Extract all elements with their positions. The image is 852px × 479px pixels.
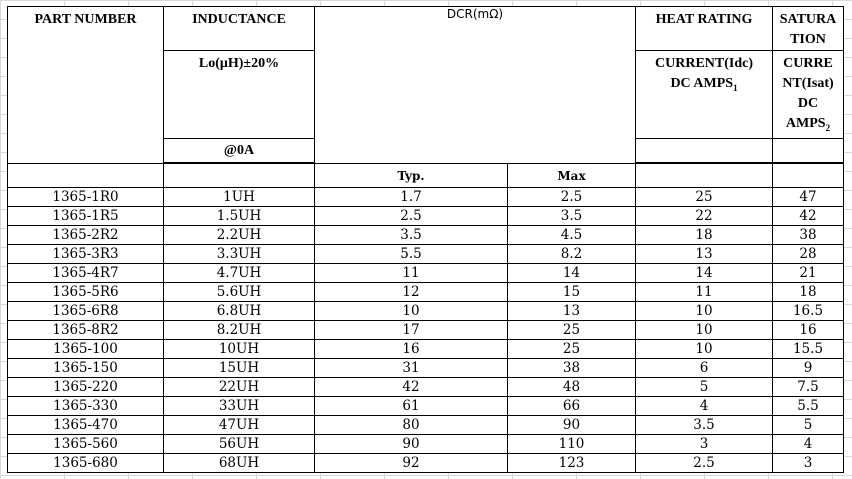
inductance-cell: 6.8UH [164, 302, 315, 321]
part-number-cell: 1365-150 [8, 359, 164, 378]
sat-current-cell: 3 [773, 454, 844, 473]
dcr-typ-cell: 3.5 [315, 226, 508, 245]
dcr-typ-cell: 10 [315, 302, 508, 321]
sat-current-cell: 15.5 [773, 340, 844, 359]
heat-current-cell: 4 [636, 397, 773, 416]
heat-current-cell: 10 [636, 321, 773, 340]
dcr-typ-cell: 16 [315, 340, 508, 359]
dcr-max-cell: 66 [508, 397, 636, 416]
header-heat-blank [636, 139, 773, 163]
part-number-cell: 1365-2R2 [8, 226, 164, 245]
dcr-max-cell: 123 [508, 454, 636, 473]
dcr-max-cell: 4.5 [508, 226, 636, 245]
table-row [8, 207, 844, 226]
dcr-max-cell: 38 [508, 359, 636, 378]
inductance-cell: 22UH [164, 378, 315, 397]
part-number-cell: 1365-3R3 [8, 245, 164, 264]
saturation-line-1: SATURA [779, 12, 837, 27]
heat-current-cell: 22 [636, 207, 773, 226]
heat-current-cell: 3 [636, 435, 773, 454]
dcr-max-cell: 25 [508, 340, 636, 359]
subheader-dcr-max: Max [508, 164, 636, 188]
part-number-cell: 1365-680 [8, 454, 164, 473]
table-row [8, 454, 844, 473]
dcr-typ-cell: 5.5 [315, 245, 508, 264]
header-part-number: PART NUMBER [8, 7, 164, 164]
dcr-typ-cell: 42 [315, 378, 508, 397]
inductance-cell: 3.3UH [164, 245, 315, 264]
dcr-max-cell: 14 [508, 264, 636, 283]
inductance-cell: 1.5UH [164, 207, 315, 226]
heat-current-cell: 25 [636, 188, 773, 207]
dcr-max-cell: 13 [508, 302, 636, 321]
sat-current-cell: 21 [773, 264, 844, 283]
part-number-cell: 1365-330 [8, 397, 164, 416]
part-number-cell: 1365-5R6 [8, 283, 164, 302]
heat-amps-label: DC $AMPS_1$ [670, 76, 738, 93]
dcr-typ-cell: 11 [315, 264, 508, 283]
table-row [8, 226, 844, 245]
sat-current-line-1: CURRE [783, 56, 833, 71]
dcr-typ-cell: 90 [315, 435, 508, 454]
heat-current-cell: 6 [636, 359, 773, 378]
sat-current-cell: 16.5 [773, 302, 844, 321]
dcr-typ-cell: 12 [315, 283, 508, 302]
part-number-cell: 1365-6R8 [8, 302, 164, 321]
header-inductance: INDUCTANCE [164, 7, 315, 51]
header-sat-blank [773, 139, 844, 163]
sat-current-cell: 42 [773, 207, 844, 226]
sat-current-line-2: NT(Isat) [782, 76, 834, 91]
sat-current-cell: 9 [773, 359, 844, 378]
dcr-max-cell: 110 [508, 435, 636, 454]
heat-current-cell: 5 [636, 378, 773, 397]
table-row [8, 321, 844, 340]
dcr-typ-cell: 1.7 [315, 188, 508, 207]
table-row [8, 435, 844, 454]
table-row [8, 283, 844, 302]
part-number-cell: 1365-1R5 [8, 207, 164, 226]
dcr-max-cell: 8.2 [508, 245, 636, 264]
part-number-cell: 1365-4R7 [8, 264, 164, 283]
heat-current-cell: 3.5 [636, 416, 773, 435]
table-header [8, 7, 844, 188]
dcr-typ-cell: 17 [315, 321, 508, 340]
table-row [8, 302, 844, 321]
sat-dc-label: DC [797, 96, 819, 111]
dcr-typ-cell: 2.5 [315, 207, 508, 226]
sat-current-cell: 4 [773, 435, 844, 454]
table-row [8, 397, 844, 416]
part-number-cell: 1365-560 [8, 435, 164, 454]
heat-current-cell: 2.5 [636, 454, 773, 473]
inductance-cell: 10UH [164, 340, 315, 359]
sat-current-cell: 16 [773, 321, 844, 340]
dcr-typ-cell: 61 [315, 397, 508, 416]
heat-current-cell: 10 [636, 302, 773, 321]
sat-current-cell: 47 [773, 188, 844, 207]
subheader-heat-blank [636, 164, 773, 188]
table-row [8, 340, 844, 359]
subheader-part-blank [8, 164, 164, 188]
table-row [8, 245, 844, 264]
heat-current-cell: 10 [636, 340, 773, 359]
dcr-max-cell: 48 [508, 378, 636, 397]
sat-current-cell: 18 [773, 283, 844, 302]
table-row [8, 359, 844, 378]
sat-current-cell: 7.5 [773, 378, 844, 397]
subheader-dcr-typ: Typ. [315, 164, 508, 188]
header-heat-rating: HEAT RATING [636, 7, 773, 51]
heat-current-cell: 14 [636, 264, 773, 283]
part-number-cell: 1365-100 [8, 340, 164, 359]
dcr-typ-cell: 31 [315, 359, 508, 378]
part-number-cell: 1365-470 [8, 416, 164, 435]
dcr-max-cell: 90 [508, 416, 636, 435]
header-heat-current [636, 51, 773, 139]
inductance-cell: 33UH [164, 397, 315, 416]
part-number-cell: 1365-1R0 [8, 188, 164, 207]
sat-current-cell: 28 [773, 245, 844, 264]
heat-current-cell: 11 [636, 283, 773, 302]
dcr-max-cell: 25 [508, 321, 636, 340]
sat-amps-label: $AMPS_2$ [785, 116, 831, 133]
part-number-cell: 1365-220 [8, 378, 164, 397]
table-body [8, 188, 844, 473]
heat-current-label: CURRENT(Idc) [655, 56, 753, 71]
sat-current-cell: 38 [773, 226, 844, 245]
sat-current-cell: 5.5 [773, 397, 844, 416]
dcr-max-cell: 3.5 [508, 207, 636, 226]
dcr-typ-cell: 92 [315, 454, 508, 473]
dcr-max-cell: 2.5 [508, 188, 636, 207]
table-row [8, 264, 844, 283]
inductance-cell: 68UH [164, 454, 315, 473]
spec-table [7, 6, 844, 473]
table-row [8, 378, 844, 397]
heat-current-cell: 13 [636, 245, 773, 264]
table-row [8, 188, 844, 207]
dcr-max-cell: 15 [508, 283, 636, 302]
inductance-cell: 4.7UH [164, 264, 315, 283]
inductance-cell: 2.2UH [164, 226, 315, 245]
header-dcr: DCR(mΩ) [315, 7, 636, 164]
part-number-cell: 1365-8R2 [8, 321, 164, 340]
subheader-sat-blank [773, 164, 844, 188]
inductance-cell: 47UH [164, 416, 315, 435]
subheader-inductance-blank [164, 164, 315, 188]
dcr-typ-cell: 80 [315, 416, 508, 435]
heat-current-cell: 18 [636, 226, 773, 245]
header-saturation [773, 7, 844, 51]
sat-current-cell: 5 [773, 416, 844, 435]
table-row [8, 416, 844, 435]
saturation-line-2: TION [790, 32, 826, 47]
inductance-cell: 8.2UH [164, 321, 315, 340]
inductance-cell: 15UH [164, 359, 315, 378]
header-inductance-tolerance: Lo(μH)±20% [164, 51, 315, 139]
header-saturation-current [773, 51, 844, 139]
header-inductance-condition: @0A [164, 139, 315, 163]
inductance-cell: 1UH [164, 188, 315, 207]
inductance-cell: 5.6UH [164, 283, 315, 302]
inductance-cell: 56UH [164, 435, 315, 454]
